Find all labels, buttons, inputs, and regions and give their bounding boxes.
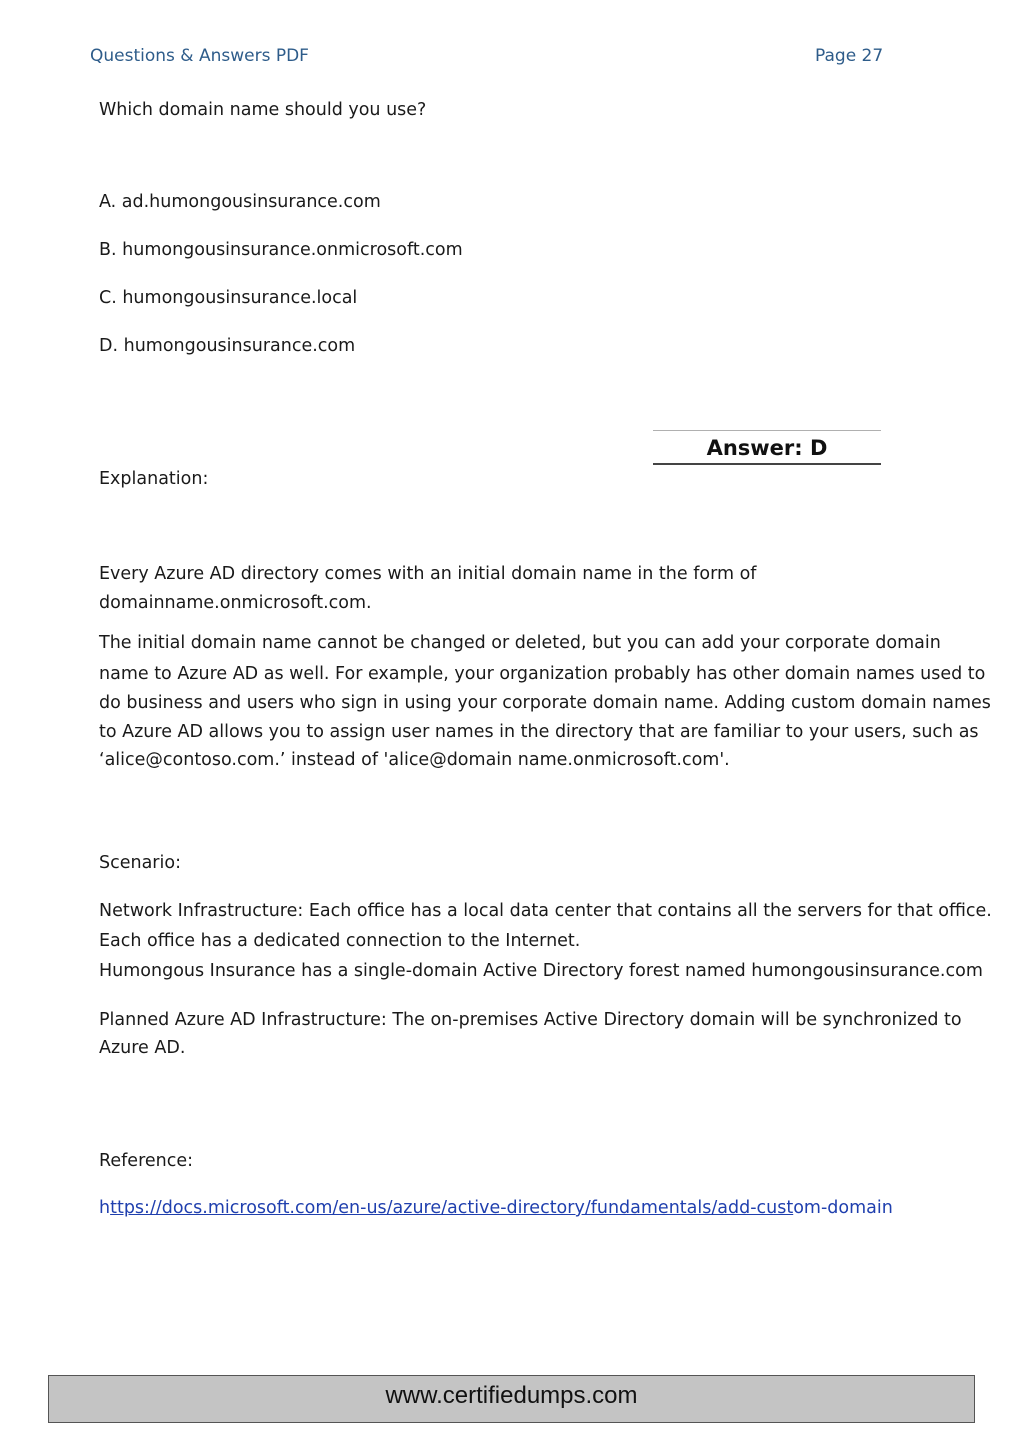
footer-url: www.certifiedumps.com — [385, 1382, 638, 1409]
reference-link-part[interactable]: h — [99, 1198, 111, 1218]
reference-link-part[interactable]: ttps://docs.microsoft.com/en-us/azure/active-directory/fundamentals/add-cust — [110, 1198, 794, 1218]
scenario-label: Scenario: — [99, 853, 181, 873]
footer-banner — [48, 1375, 975, 1423]
question-text: Which domain name should you use? — [99, 100, 427, 120]
explanation-label: Explanation: — [99, 469, 209, 489]
page-number: Page 27 — [815, 46, 884, 66]
option-d: D. humongousinsurance.com — [99, 336, 356, 356]
reference-link[interactable] — [99, 1194, 893, 1223]
header-title: Questions & Answers PDF — [90, 46, 309, 66]
scenario-line: Humongous Insurance has a single-domain Active Directory forest named humongousinsurance.com — [99, 961, 983, 981]
scenario-line: Azure AD. — [99, 1038, 186, 1058]
explanation-line: Every Azure AD directory comes with an initial domain name in the form of — [99, 564, 757, 584]
explanation-line: The initial domain name cannot be changed or deleted, but you can add your corporate domain — [99, 633, 941, 653]
explanation-line: to Azure AD allows you to assign user names in the directory that are familiar to your users, such as — [99, 722, 979, 742]
reference-label: Reference: — [99, 1151, 194, 1171]
scenario-line: Network Infrastructure: Each office has a local data center that contains all the servers for that office. — [99, 901, 992, 921]
option-c: C. humongousinsurance.local — [99, 288, 358, 308]
answer-text: Answer: D — [706, 436, 828, 460]
explanation-line: ‘alice@contoso.com.’ instead of 'alice@domain name.onmicrosoft.com'. — [99, 750, 730, 770]
option-a: A. ad.humongousinsurance.com — [99, 192, 381, 212]
explanation-line: name to Azure AD as well. For example, your organization probably has other domain names used to — [99, 664, 986, 684]
explanation-line: do business and users who sign in using your corporate domain name. Adding custom domain names — [99, 693, 991, 713]
reference-link-part[interactable]: om-domain — [793, 1198, 893, 1218]
scenario-line: Planned Azure AD Infrastructure: The on-premises Active Directory domain will be synchronized to — [99, 1010, 962, 1030]
scenario-line: Each office has a dedicated connection to the Internet. — [99, 931, 581, 951]
option-b: B. humongousinsurance.onmicrosoft.com — [99, 240, 463, 260]
answer-box — [653, 430, 881, 465]
explanation-line: domainname.onmicrosoft.com. — [99, 593, 372, 613]
